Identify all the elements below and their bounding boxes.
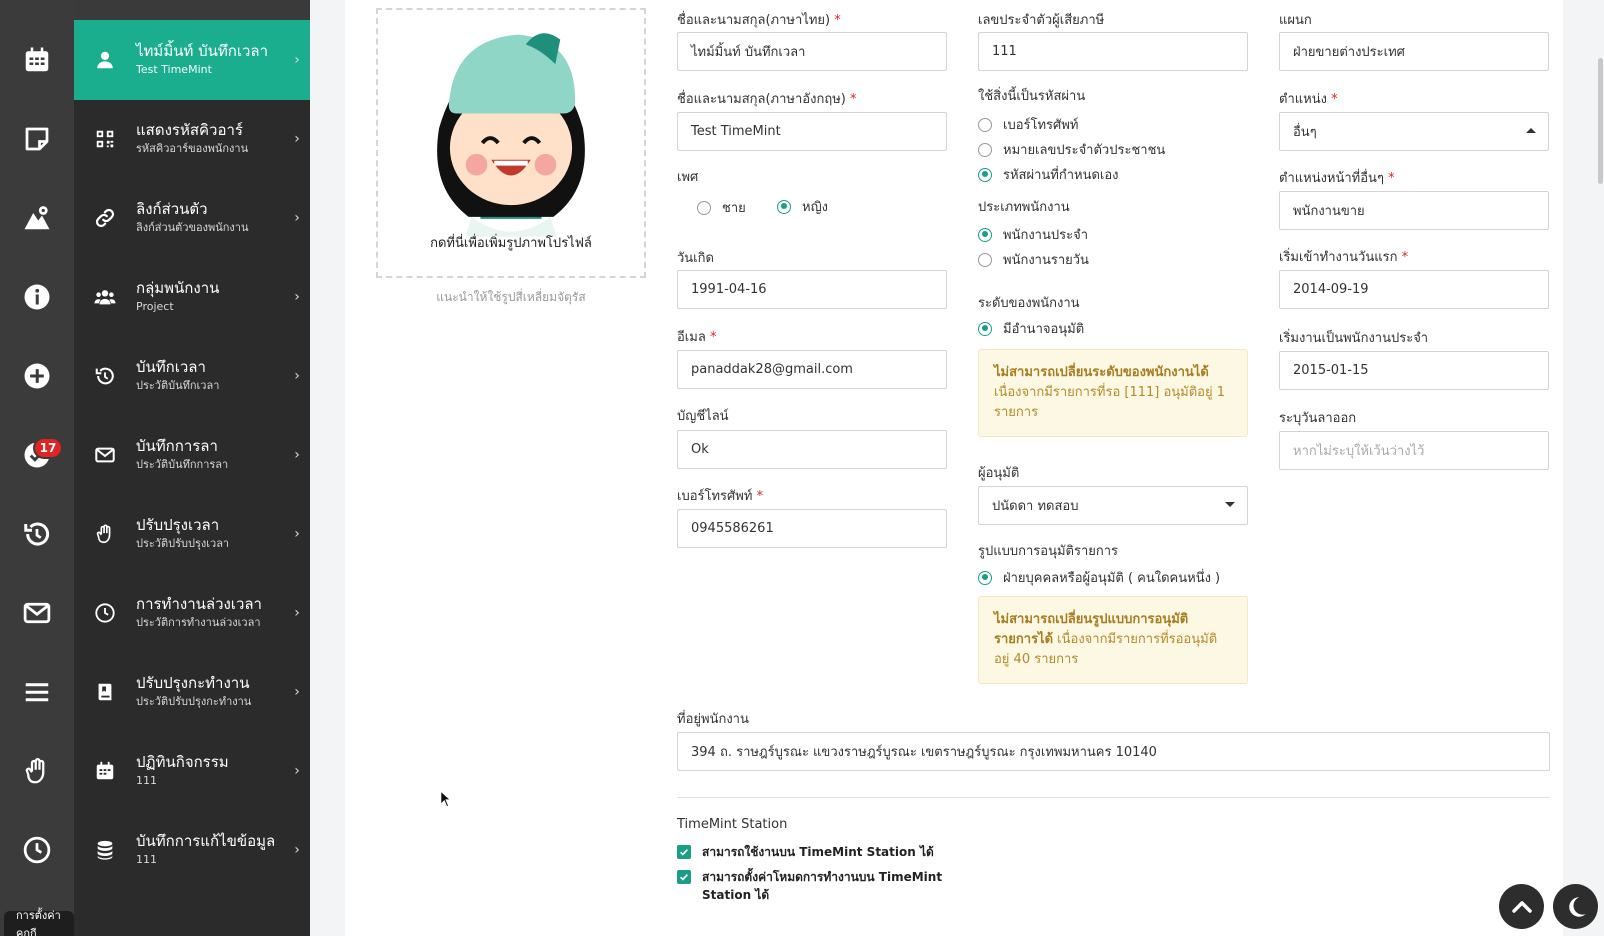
qr-icon (74, 128, 136, 150)
name-en-label: ชื่อและนามสกุล(ภาษาอังกฤษ) * (677, 92, 857, 107)
sidebar-item-calendar[interactable] (74, 731, 310, 811)
gender-female-label: หญิง (802, 200, 828, 215)
sidebar-item-subtitle: 111 (136, 853, 157, 866)
chevron-right-icon: › (294, 131, 300, 147)
sidebar-item-title: กลุ่มพนักงาน (136, 279, 220, 297)
checkmark-icon (677, 870, 691, 884)
approval-notice-title: ไม่สามารถเปลี่ยนรูปแบบการอนุมัติรายการได้ (994, 612, 1189, 647)
chevron-right-icon: › (294, 210, 300, 226)
chevron-right-icon: › (294, 526, 300, 542)
sidebar-item-subtitle: รหัสคิวอาร์ของพนักงาน (136, 142, 249, 155)
moon-icon (1563, 894, 1589, 920)
approver-value: ปนัดดา ทดสอบ (992, 499, 1079, 514)
plus-circle-icon[interactable] (0, 336, 74, 416)
caret-up-icon (1526, 128, 1536, 133)
chevron-right-icon: › (294, 763, 300, 779)
password-citizen-id-radio[interactable] (978, 139, 1165, 160)
position-value: อื่นๆ (1293, 125, 1317, 140)
clock-icon[interactable] (0, 810, 74, 890)
sidebar (74, 0, 310, 936)
chevron-right-icon: › (294, 842, 300, 858)
approval-mode-notice (978, 596, 1248, 684)
line-input[interactable]: Ok (677, 430, 947, 469)
permanent-date-input[interactable]: 2015-01-15 (1279, 351, 1549, 390)
chevron-right-icon: › (294, 684, 300, 700)
sidebar-item-leave[interactable] (74, 415, 310, 495)
profile-upload-caption: กดที่นี่เพื่อเพิ่มรูปภาพโปรไฟล์ (430, 236, 592, 251)
position-other-input[interactable]: พนักงานขาย (1279, 191, 1549, 230)
position-label: ตำแหน่ง * (1279, 92, 1338, 107)
tax-id-input[interactable]: 111 (978, 32, 1248, 71)
employee-level-approver-radio[interactable] (978, 318, 1084, 339)
sidebar-item-subtitle: ประวัติบันทึกการลา (136, 458, 229, 471)
notification-badge: 17 (33, 437, 63, 459)
address-input[interactable]: 394 ถ. ราษฎร์บูรณะ แขวงราษฎร์บูรณะ เขตราษฎร์บูรณะ กรุงเทพมหานคร 10140 (677, 732, 1550, 771)
position-select[interactable] (1279, 112, 1549, 151)
employee-type-label: ประเภทพนักงาน (978, 200, 1070, 215)
sidebar-item-subtitle: ลิงก์ส่วนตัวของพนักงาน (136, 221, 249, 234)
profile-photo-hint: แนะนำให้ใช้รูปสี่เหลี่ยมจัตุรัส (436, 290, 586, 304)
sidebar-item-timemint[interactable] (74, 20, 310, 100)
dark-mode-button[interactable] (1553, 884, 1598, 929)
phone-input[interactable]: 0945586261 (677, 509, 947, 548)
sidebar-item-subtitle: 111 (136, 774, 157, 787)
history-icon (74, 365, 136, 387)
sidebar-item-subtitle: ประวัติการทำงานล่วงเวลา (136, 616, 261, 629)
password-phone-radio[interactable] (978, 114, 1078, 135)
sidebar-item-adjust-time[interactable] (74, 494, 310, 574)
approver-select[interactable] (978, 486, 1248, 525)
password-custom-radio[interactable] (978, 164, 1119, 185)
employee-level-label: ระดับของพนักงาน (978, 296, 1080, 311)
sidebar-item-title: ลิงก์ส่วนตัว (136, 200, 208, 218)
user-icon (74, 49, 136, 71)
approval-mode-option-label: ฝ่ายบุคคลหรือผู้อนุมัติ ( คนใดคนหนึ่ง ) (1003, 571, 1221, 586)
sidebar-item-title: บันทึกการแก้ไขข้อมูล (136, 832, 276, 850)
gender-male-label: ชาย (722, 201, 746, 216)
employee-type-daily-label: พนักงานรายวัน (1003, 253, 1089, 268)
scroll-top-button[interactable] (1499, 884, 1544, 929)
sidebar-item-overtime[interactable] (74, 573, 310, 653)
sidebar-item-title: การทำงานล่วงเวลา (136, 595, 262, 613)
employee-type-daily-radio[interactable] (978, 249, 1089, 270)
hand-icon[interactable] (0, 731, 74, 811)
sidebar-top-strip (74, 0, 310, 20)
birthday-input[interactable]: 1991-04-16 (677, 270, 947, 309)
tax-id-label: เลขประจำตัวผู้เสียภาษี (978, 13, 1105, 28)
book-icon (74, 681, 136, 703)
address-label: ที่อยู่พนักงาน (677, 712, 749, 727)
gender-female-radio[interactable] (777, 196, 828, 217)
level-notice (978, 349, 1248, 437)
gender-male-radio[interactable] (697, 197, 746, 218)
password-source-label: ใช้สิ่งนี้เป็นรหัสผ่าน (978, 89, 1086, 104)
approval-mode-label: รูปแบบการอนุมัติรายการ (978, 544, 1119, 559)
envelope-icon (74, 444, 136, 466)
station-mode-label: สามารถตั้งค่าโหมดการทำงานบน TimeMint Station ได้ (702, 870, 943, 902)
approver-label: ผู้อนุมัติ (978, 466, 1020, 481)
start-date-input[interactable]: 2014-09-19 (1279, 270, 1549, 309)
leave-date-input[interactable]: หากไม่ระบุให้เว้นว่างไว้ (1279, 431, 1549, 470)
sidebar-item-title: แสดงรหัสคิวอาร์ (136, 121, 243, 139)
database-icon (74, 839, 136, 861)
leave-date-label: ระบุวันลาออก (1279, 411, 1357, 426)
line-label: บัญชีไลน์ (677, 409, 729, 424)
hand-icon (74, 523, 136, 545)
sidebar-item-group[interactable] (74, 257, 310, 337)
clock-icon (74, 602, 136, 624)
sidebar-item-subtitle: Test TimeMint (136, 63, 212, 76)
checkmark-icon (677, 845, 691, 859)
mouse-cursor (440, 790, 452, 808)
department-label: แผนก (1279, 13, 1312, 28)
chevron-right-icon: › (294, 605, 300, 621)
station-use-checkbox[interactable] (677, 843, 947, 861)
password-citizen-id-label: หมายเลขประจำตัวประชาชน (1003, 143, 1166, 158)
employee-type-permanent-label: พนักงานประจำ (1003, 228, 1088, 243)
employee-type-permanent-radio[interactable] (978, 224, 1088, 245)
chevron-right-icon: › (294, 52, 300, 68)
name-en-input[interactable]: Test TimeMint (677, 112, 947, 151)
chevron-right-icon: › (294, 368, 300, 384)
sidebar-item-subtitle: ประวัติปรับปรุงกะทำงาน (136, 695, 252, 708)
history-icon[interactable] (0, 494, 74, 574)
mail-icon[interactable] (0, 573, 74, 653)
map-icon[interactable] (0, 178, 74, 258)
name-th-input[interactable]: ไทม์มิ้นท์ บันทึกเวลา (677, 32, 947, 71)
sidebar-item-shift[interactable] (74, 652, 310, 732)
icon-rail (0, 0, 74, 936)
sidebar-item-subtitle: Project (136, 300, 174, 313)
position-other-label: ตำแหน่งหน้าที่อื่นๆ * (1279, 171, 1395, 186)
sidebar-item-title: ปรับปรุงเวลา (136, 516, 220, 534)
chevron-right-icon: › (294, 447, 300, 463)
level-notice-text: เนื่องจากมีรายการที่รอ [111] อนุมัติอยู่ 1 รายการ (994, 385, 1226, 420)
scrollbar-thumb[interactable] (1598, 58, 1603, 184)
name-th-label: ชื่อและนามสกุล(ภาษาไทย) * (677, 13, 841, 28)
gender-label: เพศ (677, 170, 699, 185)
calendar-icon (74, 760, 136, 782)
sidebar-item-title: บันทึกเวลา (136, 358, 206, 376)
menu-icon[interactable] (0, 652, 74, 732)
info-icon[interactable] (0, 257, 74, 337)
chevron-right-icon: › (294, 289, 300, 305)
level-notice-title: ไม่สามารถเปลี่ยนระดับของพนักงานได้ (994, 365, 1209, 380)
phone-label: เบอร์โทรศัพท์ * (677, 489, 764, 504)
caret-down-icon (1225, 502, 1235, 507)
approval-notice-text: เนื่องจากมีรายการที่รออนุมัติอยู่ 40 รายการ (994, 632, 1218, 667)
birthday-label: วันเกิด (677, 251, 714, 266)
sidebar-item-title: บันทึกการลา (136, 437, 218, 455)
sidebar-item-link[interactable] (74, 178, 310, 258)
employee-level-approver-label: มีอำนาจอนุมัติ (1003, 322, 1085, 337)
group-icon (74, 286, 136, 308)
calendar-icon[interactable] (0, 20, 74, 100)
approval-mode-radio[interactable] (978, 567, 1220, 588)
station-use-label: สามารถใช้งานบน TimeMint Station ได้ (702, 845, 934, 859)
permanent-date-label: เริ่มงานเป็นพนักงานประจำ (1279, 331, 1429, 346)
station-label: TimeMint Station (677, 817, 788, 832)
sidebar-item-subtitle: ประวัติบันทึกเวลา (136, 379, 220, 392)
link-icon (74, 207, 136, 229)
sidebar-item-audit-log[interactable] (74, 810, 310, 890)
chevron-up-icon (1510, 895, 1534, 919)
email-label: อีเมล * (677, 330, 717, 345)
note-icon[interactable] (0, 99, 74, 179)
sidebar-item-qr[interactable] (74, 99, 310, 179)
station-mode-checkbox[interactable] (677, 868, 947, 904)
settings-tooltip: การตั้งค่าคกกี (4, 911, 74, 936)
department-input[interactable]: ฝ่ายขายต่างประเทศ (1279, 32, 1549, 71)
section-divider (677, 797, 1550, 798)
email-input[interactable]: panaddak28@gmail.com (677, 350, 947, 389)
sidebar-item-subtitle: ประวัติปรับปรุงเวลา (136, 537, 230, 550)
password-phone-label: เบอร์โทรศัพท์ (1003, 118, 1079, 133)
sidebar-item-title: ไทม์มิ้นท์ บันทึกเวลา (136, 42, 269, 60)
sidebar-item-title: ปรับปรุงกะทำงาน (136, 674, 250, 692)
sidebar-item-time-log[interactable] (74, 336, 310, 416)
sidebar-item-title: ปฏิทินกิจกรรม (136, 753, 229, 771)
password-custom-label: รหัสผ่านที่กำหนดเอง (1003, 168, 1119, 183)
start-date-label: เริ่มเข้าทำงานวันแรก * (1279, 250, 1409, 265)
